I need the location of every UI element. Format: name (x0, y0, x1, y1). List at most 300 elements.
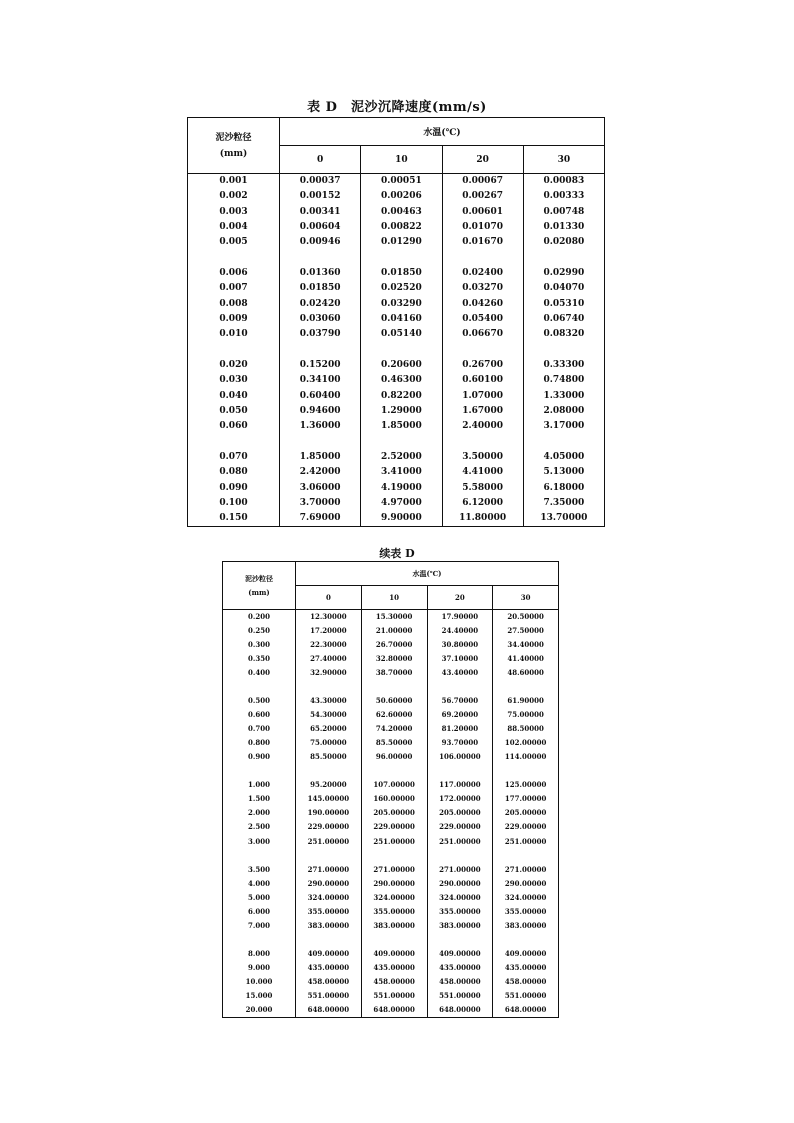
velocity-cell: 458.00000 (296, 975, 362, 989)
particle-size-cell: 0.250 (248, 626, 270, 636)
spacer-cell (361, 342, 442, 358)
velocity-cell: 85.50000 (361, 736, 427, 750)
table-row (223, 961, 559, 975)
spacer-cell (361, 434, 442, 450)
velocity-cell: 383.00000 (296, 919, 362, 933)
velocity-cell: 0.82200 (361, 389, 442, 404)
velocity-cell: 62.60000 (361, 708, 427, 722)
velocity-cell: 27.50000 (493, 624, 559, 638)
table-row (223, 792, 559, 806)
velocity-cell: 38.70000 (361, 666, 427, 680)
particle-size-cell: 0.900 (248, 752, 270, 762)
velocity-cell: 11.80000 (442, 511, 523, 527)
table-row (223, 835, 559, 849)
velocity-cell: 355.00000 (361, 905, 427, 919)
particle-size-cell: 3.000 (248, 836, 270, 846)
velocity-cell: 0.01850 (361, 266, 442, 281)
velocity-cell: 2.08000 (523, 404, 604, 419)
velocity-cell: 24.40000 (427, 624, 493, 638)
table-row (223, 638, 559, 652)
particle-size-cell: 0.040 (219, 390, 248, 401)
velocity-cell: 96.00000 (361, 750, 427, 764)
table-row (223, 666, 559, 680)
velocity-cell: 0.05310 (523, 297, 604, 312)
velocity-cell: 190.00000 (296, 806, 362, 820)
velocity-cell: 0.34100 (280, 373, 361, 388)
spacer-cell (361, 933, 427, 947)
velocity-cell: 3.70000 (280, 496, 361, 511)
velocity-cell: 290.00000 (361, 877, 427, 891)
velocity-cell: 48.60000 (493, 666, 559, 680)
velocity-cell: 435.00000 (296, 961, 362, 975)
particle-size-cell: 0.600 (248, 710, 270, 720)
velocity-cell: 271.00000 (493, 863, 559, 877)
velocity-cell: 41.40000 (493, 652, 559, 666)
velocity-cell: 435.00000 (361, 961, 427, 975)
particle-size-cell: 0.010 (219, 329, 248, 340)
velocity-cell: 4.05000 (523, 450, 604, 465)
spacer-cell (296, 933, 362, 947)
particle-size-cell: 0.005 (219, 237, 248, 248)
particle-size-cell: 0.300 (248, 640, 270, 650)
temperature-header-cell: 30 (493, 586, 559, 610)
table-d-continued-caption: 续表 D (379, 547, 415, 560)
settling-velocity-table-continued (222, 561, 559, 1018)
velocity-cell: 435.00000 (427, 961, 493, 975)
particle-size-cell: 0.200 (248, 612, 270, 622)
velocity-cell: 0.01070 (442, 220, 523, 235)
velocity-cell: 0.02990 (523, 266, 604, 281)
velocity-cell: 9.90000 (361, 511, 442, 527)
velocity-cell: 1.07000 (442, 389, 523, 404)
velocity-cell: 6.12000 (442, 496, 523, 511)
spacer-cell (442, 250, 523, 266)
velocity-cell: 0.01290 (361, 235, 442, 250)
group-spacer (223, 764, 559, 778)
particle-size-cell: 0.080 (219, 467, 248, 478)
velocity-cell: 177.00000 (493, 792, 559, 806)
velocity-cell: 32.90000 (296, 666, 362, 680)
velocity-cell: 160.00000 (361, 792, 427, 806)
velocity-cell: 0.60400 (280, 389, 361, 404)
velocity-cell: 1.33000 (523, 389, 604, 404)
velocity-cell: 88.50000 (493, 722, 559, 736)
group-spacer (188, 434, 605, 450)
velocity-cell: 4.19000 (361, 481, 442, 496)
velocity-cell: 75.00000 (493, 708, 559, 722)
spacer-cell (361, 250, 442, 266)
particle-size-cell: 0.002 (219, 191, 248, 202)
velocity-cell: 114.00000 (493, 750, 559, 764)
particle-size-cell: 0.800 (248, 738, 270, 748)
particle-size-cell: 0.350 (248, 654, 270, 664)
group-spacer (223, 849, 559, 863)
velocity-cell: 0.00152 (280, 189, 361, 204)
particle-size-cell: 20.000 (245, 1004, 273, 1014)
table-row (188, 389, 605, 404)
velocity-cell: 0.00067 (442, 174, 523, 190)
velocity-cell: 0.00946 (280, 235, 361, 250)
velocity-cell: 0.00341 (280, 205, 361, 220)
velocity-cell: 85.50000 (296, 750, 362, 764)
velocity-cell: 324.00000 (427, 891, 493, 905)
velocity-cell: 2.52000 (361, 450, 442, 465)
velocity-cell: 0.20600 (361, 358, 442, 373)
particle-size-cell: 0.001 (219, 176, 248, 186)
velocity-cell: 229.00000 (361, 820, 427, 834)
particle-size-cell: 0.400 (248, 668, 270, 678)
velocity-cell: 43.40000 (427, 666, 493, 680)
velocity-cell: 290.00000 (493, 877, 559, 891)
velocity-cell: 22.30000 (296, 638, 362, 652)
table-row (188, 511, 605, 527)
velocity-cell: 65.20000 (296, 722, 362, 736)
velocity-cell: 2.40000 (442, 419, 523, 434)
temperature-header-cell: 10 (361, 586, 427, 610)
velocity-cell: 95.20000 (296, 778, 362, 792)
velocity-cell: 251.00000 (361, 835, 427, 849)
velocity-cell: 81.20000 (427, 722, 493, 736)
velocity-cell: 383.00000 (427, 919, 493, 933)
spacer-cell (188, 250, 280, 266)
velocity-cell: 229.00000 (427, 820, 493, 834)
spacer-cell (223, 933, 296, 947)
velocity-cell: 458.00000 (427, 975, 493, 989)
particle-size-cell: 0.009 (219, 313, 248, 324)
spacer-cell (493, 764, 559, 778)
velocity-cell: 4.41000 (442, 465, 523, 480)
table-row (188, 281, 605, 296)
table-row (223, 891, 559, 905)
velocity-cell: 75.00000 (296, 736, 362, 750)
velocity-cell: 69.20000 (427, 708, 493, 722)
spacer-cell (361, 764, 427, 778)
table-body (223, 610, 559, 1018)
velocity-cell: 0.26700 (442, 358, 523, 373)
spacer-cell (361, 849, 427, 863)
velocity-cell: 229.00000 (493, 820, 559, 834)
spacer-cell (442, 434, 523, 450)
table-body (188, 174, 605, 527)
velocity-cell: 61.90000 (493, 694, 559, 708)
velocity-cell: 0.00037 (280, 174, 361, 190)
table-row (188, 404, 605, 419)
table-row (188, 481, 605, 496)
velocity-cell: 0.00463 (361, 205, 442, 220)
velocity-cell: 125.00000 (493, 778, 559, 792)
table-row (223, 778, 559, 792)
particle-size-cell: 8.000 (248, 948, 270, 958)
velocity-cell: 1.29000 (361, 404, 442, 419)
table-row (188, 312, 605, 327)
velocity-cell: 290.00000 (427, 877, 493, 891)
velocity-cell: 1.36000 (280, 419, 361, 434)
velocity-cell: 271.00000 (427, 863, 493, 877)
velocity-cell: 0.00051 (361, 174, 442, 190)
temperature-header-cell: 30 (523, 146, 604, 174)
velocity-cell: 6.18000 (523, 481, 604, 496)
table-row (188, 450, 605, 465)
velocity-cell: 355.00000 (493, 905, 559, 919)
group-spacer (223, 933, 559, 947)
spacer-cell (280, 434, 361, 450)
spacer-cell (223, 680, 296, 694)
velocity-cell: 0.03790 (280, 327, 361, 342)
table-row (223, 694, 559, 708)
particle-size-cell: 2.500 (248, 822, 270, 832)
particle-size-cell: 0.050 (219, 405, 248, 416)
table-row (188, 220, 605, 235)
velocity-cell: 172.00000 (427, 792, 493, 806)
velocity-cell: 551.00000 (493, 989, 559, 1003)
velocity-cell: 0.05400 (442, 312, 523, 327)
spacer-cell (296, 764, 362, 778)
temperature-header-cell: 0 (296, 586, 362, 610)
velocity-cell: 0.03060 (280, 312, 361, 327)
velocity-cell: 409.00000 (296, 947, 362, 961)
spacer-cell (188, 342, 280, 358)
table-row (223, 736, 559, 750)
velocity-cell: 30.80000 (427, 638, 493, 652)
table-row (188, 465, 605, 480)
velocity-cell: 0.04070 (523, 281, 604, 296)
table-row (188, 358, 605, 373)
velocity-cell: 251.00000 (296, 835, 362, 849)
particle-size-cell: 3.500 (248, 864, 270, 874)
table-row (188, 373, 605, 388)
velocity-cell: 0.06670 (442, 327, 523, 342)
particle-size-cell: 0.008 (219, 298, 248, 309)
particle-size-cell: 0.100 (219, 497, 248, 508)
spacer-cell (188, 434, 280, 450)
velocity-cell: 12.30000 (296, 610, 362, 625)
particle-size-cell: 1.500 (248, 794, 270, 804)
velocity-cell: 229.00000 (296, 820, 362, 834)
velocity-cell: 3.50000 (442, 450, 523, 465)
table-row (223, 877, 559, 891)
velocity-cell: 0.00267 (442, 189, 523, 204)
table-row (188, 235, 605, 250)
particle-size-cell: 0.150 (219, 513, 248, 524)
table-row (188, 327, 605, 342)
particle-size-cell: 0.006 (219, 267, 248, 278)
velocity-cell: 43.30000 (296, 694, 362, 708)
settling-velocity-table (187, 117, 605, 527)
velocity-cell: 0.01670 (442, 235, 523, 250)
velocity-cell: 0.06740 (523, 312, 604, 327)
table-row (223, 989, 559, 1003)
table-row (223, 722, 559, 736)
velocity-cell: 3.41000 (361, 465, 442, 480)
velocity-cell: 0.46300 (361, 373, 442, 388)
velocity-cell: 383.00000 (361, 919, 427, 933)
particle-size-cell: 4.000 (248, 878, 270, 888)
velocity-cell: 34.40000 (493, 638, 559, 652)
temperature-header-cell: 20 (427, 586, 493, 610)
particle-size-cell: 0.700 (248, 724, 270, 734)
velocity-cell: 32.80000 (361, 652, 427, 666)
velocity-cell: 0.08320 (523, 327, 604, 342)
velocity-cell: 0.04260 (442, 297, 523, 312)
velocity-cell: 409.00000 (493, 947, 559, 961)
particle-size-cell: 0.030 (219, 375, 248, 386)
velocity-cell: 551.00000 (296, 989, 362, 1003)
velocity-cell: 21.00000 (361, 624, 427, 638)
velocity-cell: 5.13000 (523, 465, 604, 480)
velocity-cell: 355.00000 (427, 905, 493, 919)
velocity-cell: 7.69000 (280, 511, 361, 527)
spacer-cell (361, 680, 427, 694)
velocity-cell: 3.17000 (523, 419, 604, 434)
velocity-cell: 74.20000 (361, 722, 427, 736)
particle-size-cell: 10.000 (245, 976, 273, 986)
particle-size-cell: 6.000 (248, 906, 270, 916)
velocity-cell: 37.10000 (427, 652, 493, 666)
velocity-cell: 435.00000 (493, 961, 559, 975)
velocity-cell: 458.00000 (493, 975, 559, 989)
table-row (223, 863, 559, 877)
velocity-cell: 648.00000 (296, 1003, 362, 1018)
velocity-cell: 2.42000 (280, 465, 361, 480)
velocity-cell: 0.03270 (442, 281, 523, 296)
velocity-cell: 106.00000 (427, 750, 493, 764)
temperature-header-cell: 20 (442, 146, 523, 174)
velocity-cell: 324.00000 (493, 891, 559, 905)
velocity-cell: 648.00000 (361, 1003, 427, 1018)
velocity-cell: 0.00604 (280, 220, 361, 235)
velocity-cell: 1.67000 (442, 404, 523, 419)
velocity-cell: 551.00000 (427, 989, 493, 1003)
velocity-cell: 13.70000 (523, 511, 604, 527)
velocity-cell: 551.00000 (361, 989, 427, 1003)
velocity-cell: 0.33300 (523, 358, 604, 373)
table-row (188, 496, 605, 511)
particle-size-cell: 0.060 (219, 421, 248, 432)
velocity-cell: 0.03290 (361, 297, 442, 312)
table-row (188, 266, 605, 281)
velocity-cell: 0.05140 (361, 327, 442, 342)
particle-size-cell: 0.020 (219, 359, 248, 370)
velocity-cell: 0.00601 (442, 205, 523, 220)
table-row (223, 905, 559, 919)
particle-size-cell: 0.004 (219, 221, 248, 232)
velocity-cell: 0.02080 (523, 235, 604, 250)
velocity-cell: 324.00000 (296, 891, 362, 905)
velocity-cell: 15.30000 (361, 610, 427, 625)
table-row (188, 419, 605, 434)
velocity-cell: 0.00333 (523, 189, 604, 204)
velocity-cell: 107.00000 (361, 778, 427, 792)
velocity-cell: 271.00000 (296, 863, 362, 877)
velocity-cell: 205.00000 (493, 806, 559, 820)
particle-size-cell: 0.007 (219, 283, 248, 294)
velocity-cell: 26.70000 (361, 638, 427, 652)
spacer-cell (493, 933, 559, 947)
velocity-cell: 648.00000 (493, 1003, 559, 1018)
velocity-cell: 648.00000 (427, 1003, 493, 1018)
particle-size-header: 泥沙粒径 (mm) (188, 118, 280, 174)
velocity-cell: 0.00206 (361, 189, 442, 204)
velocity-cell: 93.70000 (427, 736, 493, 750)
velocity-cell: 102.00000 (493, 736, 559, 750)
temperature-header-cell: 0 (280, 146, 361, 174)
velocity-cell: 5.58000 (442, 481, 523, 496)
velocity-cell: 4.97000 (361, 496, 442, 511)
velocity-cell: 0.01850 (280, 281, 361, 296)
velocity-cell: 17.20000 (296, 624, 362, 638)
spacer-cell (427, 680, 493, 694)
spacer-cell (523, 434, 604, 450)
table-row (223, 652, 559, 666)
velocity-cell: 409.00000 (427, 947, 493, 961)
table-row (223, 708, 559, 722)
velocity-cell: 355.00000 (296, 905, 362, 919)
velocity-cell: 290.00000 (296, 877, 362, 891)
spacer-cell (427, 933, 493, 947)
velocity-cell: 251.00000 (493, 835, 559, 849)
velocity-cell: 0.02420 (280, 297, 361, 312)
velocity-cell: 117.00000 (427, 778, 493, 792)
spacer-cell (280, 342, 361, 358)
table-row (223, 975, 559, 989)
table-row (188, 205, 605, 220)
velocity-cell: 205.00000 (427, 806, 493, 820)
velocity-cell: 383.00000 (493, 919, 559, 933)
spacer-cell (427, 849, 493, 863)
spacer-cell (296, 849, 362, 863)
particle-size-cell: 0.500 (248, 696, 270, 706)
velocity-cell: 1.85000 (361, 419, 442, 434)
spacer-cell (280, 250, 361, 266)
velocity-cell: 27.40000 (296, 652, 362, 666)
velocity-cell: 17.90000 (427, 610, 493, 625)
velocity-cell: 271.00000 (361, 863, 427, 877)
velocity-cell: 0.00822 (361, 220, 442, 235)
group-spacer (188, 342, 605, 358)
velocity-cell: 145.00000 (296, 792, 362, 806)
particle-size-cell: 1.000 (248, 780, 270, 790)
velocity-cell: 54.30000 (296, 708, 362, 722)
spacer-cell (442, 342, 523, 358)
spacer-cell (223, 849, 296, 863)
velocity-cell: 0.94600 (280, 404, 361, 419)
spacer-cell (493, 849, 559, 863)
velocity-cell: 0.00748 (523, 205, 604, 220)
velocity-cell: 7.35000 (523, 496, 604, 511)
spacer-cell (296, 680, 362, 694)
temperature-header-cell: 10 (361, 146, 442, 174)
particle-size-cell: 5.000 (248, 892, 270, 902)
particle-size-cell: 7.000 (248, 920, 270, 930)
velocity-cell: 0.02520 (361, 281, 442, 296)
particle-size-cell: 9.000 (248, 962, 270, 972)
particle-size-cell: 15.000 (245, 990, 273, 1000)
velocity-cell: 458.00000 (361, 975, 427, 989)
spacer-cell (427, 764, 493, 778)
particle-size-cell: 0.003 (219, 206, 248, 217)
table-row (223, 624, 559, 638)
water-temperature-header: 水温(℃) (280, 118, 605, 146)
table-row (223, 750, 559, 764)
velocity-cell: 0.74800 (523, 373, 604, 388)
spacer-cell (493, 680, 559, 694)
velocity-cell: 56.70000 (427, 694, 493, 708)
velocity-cell: 20.50000 (493, 610, 559, 625)
velocity-cell: 0.60100 (442, 373, 523, 388)
group-spacer (188, 250, 605, 266)
table-row (188, 297, 605, 312)
velocity-cell: 0.01330 (523, 220, 604, 235)
